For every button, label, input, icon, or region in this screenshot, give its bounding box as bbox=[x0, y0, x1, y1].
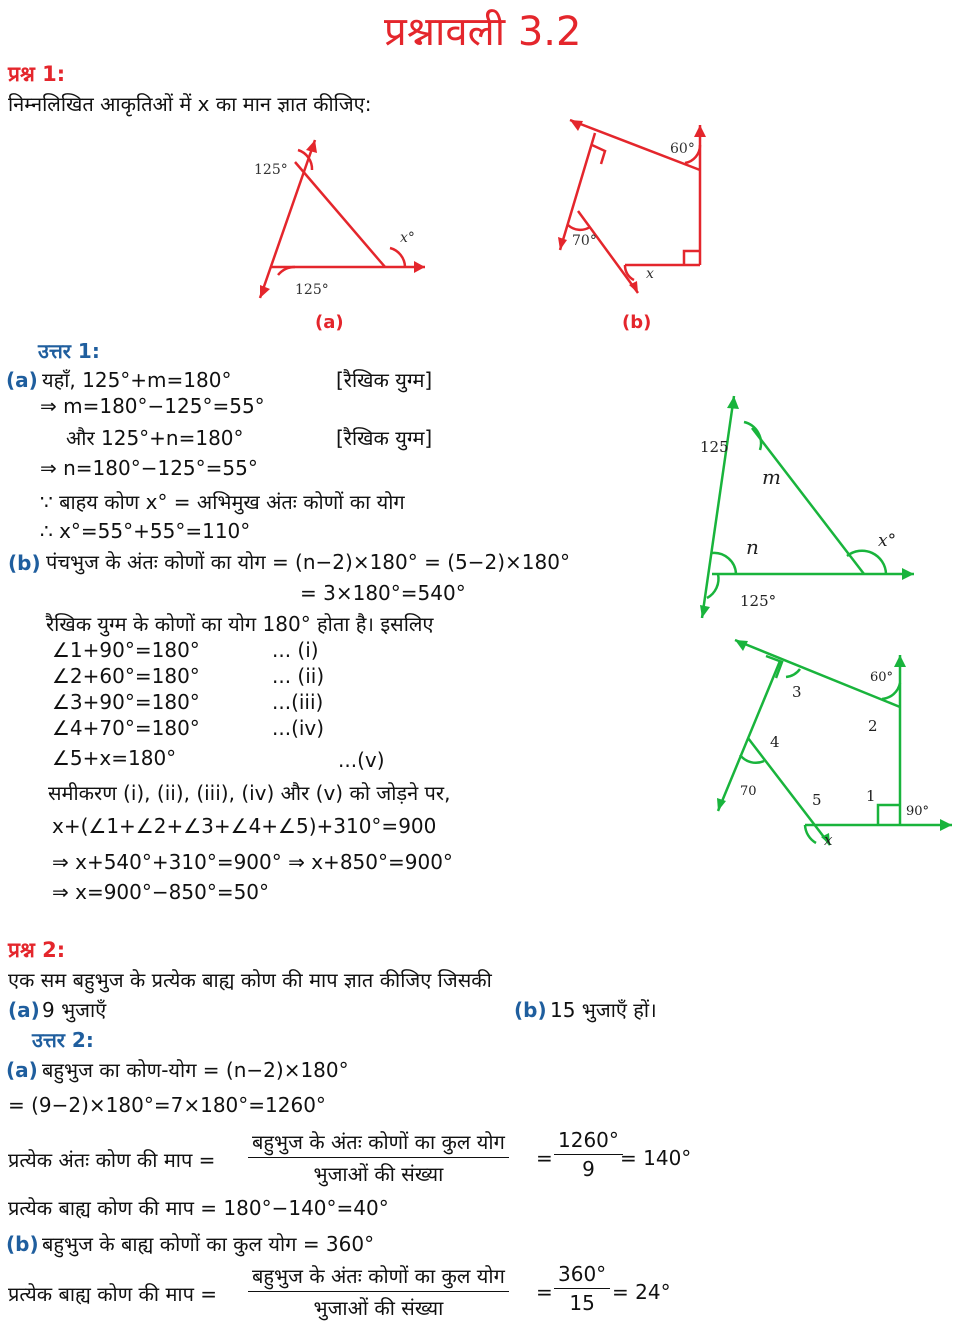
question-2-option-a: 9 भुजाएँ bbox=[42, 998, 107, 1022]
figure-b-arrow-right bbox=[694, 125, 706, 137]
green-pentagon-figure bbox=[710, 635, 960, 855]
answer-1-line-3: और 125°+n=180° bbox=[66, 426, 244, 450]
figure-a-arrow-right bbox=[414, 261, 425, 273]
question-2-option-a-label: (a) bbox=[8, 998, 40, 1022]
green-triangle-arc-n bbox=[712, 553, 736, 574]
green-pentagon-label-3: 3 bbox=[792, 683, 802, 701]
green-pentagon-label-x: x bbox=[824, 831, 833, 849]
equation-5-tag: ...(v) bbox=[338, 748, 385, 772]
equation-4: ∠4+70°=180° bbox=[52, 716, 200, 740]
answer-2-part-a-label: (a) bbox=[6, 1058, 38, 1082]
green-pentagon-arc-3 bbox=[786, 669, 800, 677]
answer-1-line-5: ∵ बाहय कोण x° = अभिमुख अंतः कोणों का योग bbox=[40, 490, 405, 514]
answer-2-b-line-1: बहुभुज के बाह्य कोणों का कुल योग = 360° bbox=[42, 1232, 375, 1256]
figure-b-caption: (b) bbox=[622, 312, 652, 333]
green-triangle-arc-x bbox=[847, 551, 886, 574]
green-triangle-side-right bbox=[752, 428, 864, 574]
answer-1-part-a-label: (a) bbox=[6, 368, 38, 392]
figure-a-side-right bbox=[295, 162, 385, 267]
answer-2-a-line-1: बहुभुज का कोण-योग = (n−2)×180° bbox=[42, 1058, 349, 1082]
green-triangle-arc-top bbox=[744, 422, 761, 450]
answer-2-a-result: = 140° bbox=[620, 1146, 692, 1170]
equation-1-tag: ... (i) bbox=[272, 638, 319, 662]
green-pentagon-arc-x bbox=[805, 825, 816, 843]
answer-2-a-equals: = bbox=[536, 1146, 553, 1170]
green-triangle-arrow-top bbox=[727, 396, 739, 409]
answer-2-b-line-2-lhs: प्रत्येक बाह्य कोण की माप = bbox=[8, 1282, 218, 1306]
equation-5: ∠5+x=180° bbox=[52, 746, 177, 770]
answer-1-line-1-note: [रैखिक युग्म] bbox=[336, 368, 433, 392]
figure-b-label-x: x bbox=[646, 266, 654, 282]
question-1-heading: प्रश्न 1: bbox=[8, 62, 66, 86]
question-2-text: एक सम बहुभुज के प्रत्येक बाह्य कोण की माप ज्ञात कीजिए जिसकी bbox=[8, 968, 492, 992]
equation-1: ∠1+90°=180° bbox=[52, 638, 200, 662]
green-triangle-label-n: n bbox=[746, 535, 759, 559]
green-triangle-arrow-right bbox=[902, 568, 914, 580]
figure-b-right-angle-top bbox=[592, 145, 605, 164]
answer-2-a-fraction-1 bbox=[248, 1128, 509, 1187]
figure-a-label-125-top: 125° bbox=[254, 162, 288, 178]
answer-2-a-line-3-lhs: प्रत्येक अंतः कोण की माप = bbox=[8, 1148, 216, 1172]
answer-1-b-line-1: पंचभुज के अंतः कोणों का योग = (n−2)×180° = (5−2)×180° bbox=[46, 550, 570, 574]
page-title: प्रश्नावली 3.2 bbox=[384, 9, 582, 55]
answer-2-b-equals: = bbox=[536, 1280, 553, 1304]
answer-2-b-fraction-1-numerator: बहुभुज के अंतः कोणों का कुल योग bbox=[252, 1264, 505, 1288]
question-2-heading: प्रश्न 2: bbox=[8, 938, 66, 962]
answer-1-b-line-2: = 3×180°=540° bbox=[300, 581, 466, 605]
answer-1-line-6: ∴ x°=55°+55°=110° bbox=[40, 519, 251, 543]
equation-2: ∠2+60°=180° bbox=[52, 664, 200, 688]
answer-1-b-line-4: समीकरण (i), (ii), (iii), (iv) और (v) को जोड़ने पर, bbox=[48, 781, 451, 805]
answer-2-b-fraction-1 bbox=[248, 1262, 509, 1321]
green-pentagon-arrow-bottom bbox=[940, 819, 952, 831]
green-pentagon-right-angle-bottom bbox=[878, 805, 900, 825]
answer-1-b-line-7: ⇒ x=900°−850°=50° bbox=[52, 880, 270, 904]
answer-1-line-3-note: [रैखिक युग्म] bbox=[336, 426, 433, 450]
green-pentagon-arrow-right bbox=[894, 655, 906, 667]
answer-2-b-result: = 24° bbox=[612, 1280, 671, 1304]
figure-b-label-60: 60° bbox=[670, 141, 695, 157]
figure-b-pentagon bbox=[550, 115, 720, 305]
green-triangle-label-x: x° bbox=[878, 531, 897, 551]
answer-2-a-fraction-1-numerator: बहुभुज के अंतः कोणों का कुल योग bbox=[252, 1130, 505, 1154]
answer-2-b-fraction-1-denominator: भुजाओं की संख्या bbox=[313, 1296, 444, 1320]
answer-1-heading: उत्तर 1: bbox=[38, 339, 100, 363]
green-pentagon-label-5: 5 bbox=[812, 791, 822, 809]
answer-2-b-fraction-2-numerator: 360° bbox=[558, 1262, 607, 1286]
figure-a-label-125-bottom: 125° bbox=[295, 282, 329, 298]
green-pentagon-label-2: 2 bbox=[868, 717, 878, 735]
answer-1-b-line-6: ⇒ x+540°+310°=900° ⇒ x+850°=900° bbox=[52, 850, 453, 874]
figure-b-arc-70 bbox=[568, 225, 590, 230]
figure-a-caption: (a) bbox=[315, 312, 344, 333]
figure-b-right-angle-bottom bbox=[684, 251, 700, 265]
question-2-option-b-label: (b) bbox=[514, 998, 547, 1022]
equation-4-tag: ...(iv) bbox=[272, 716, 325, 740]
green-pentagon-label-60: 60° bbox=[870, 670, 894, 685]
question-2-option-b: 15 भुजाएँ हों। bbox=[550, 998, 657, 1022]
figure-a-arc-x bbox=[390, 248, 405, 267]
answer-2-heading: उत्तर 2: bbox=[32, 1028, 94, 1052]
answer-1-b-line-3: रैखिक युग्म के कोणों का योग 180° होता है। इसलिए bbox=[46, 612, 434, 636]
answer-2-a-fraction-2 bbox=[554, 1128, 623, 1181]
answer-1-line-2: ⇒ m=180°−125°=55° bbox=[40, 394, 265, 418]
answer-2-b-fraction-2 bbox=[554, 1262, 610, 1315]
green-pentagon-label-70: 70 bbox=[740, 784, 757, 799]
answer-2-a-fraction-2-numerator: 1260° bbox=[558, 1128, 619, 1152]
green-pentagon-arc-60 bbox=[882, 683, 900, 699]
figure-b-label-70: 70° bbox=[572, 233, 597, 249]
answer-2-a-line-4: प्रत्येक बाह्य कोण की माप = 180°−140°=40° bbox=[8, 1196, 389, 1220]
green-pentagon-label-4: 4 bbox=[770, 733, 780, 751]
equation-3: ∠3+90°=180° bbox=[52, 690, 200, 714]
equation-2-tag: ... (ii) bbox=[272, 664, 325, 688]
answer-1-line-4: ⇒ n=180°−125°=55° bbox=[40, 456, 258, 480]
figure-b-side-lower bbox=[578, 211, 638, 293]
green-pentagon-label-1: 1 bbox=[866, 787, 876, 805]
answer-2-a-line-2: = (9−2)×180°=7×180°=1260° bbox=[8, 1093, 326, 1117]
equation-3-tag: ...(iii) bbox=[272, 690, 324, 714]
green-pentagon-label-90: 90° bbox=[906, 804, 930, 819]
figure-a-triangle bbox=[240, 120, 440, 310]
answer-2-a-fraction-2-denominator: 9 bbox=[582, 1157, 595, 1181]
green-triangle-label-m: m bbox=[762, 465, 781, 489]
answer-1-b-line-5: x+(∠1+∠2+∠3+∠4+∠5)+310°=900 bbox=[52, 814, 437, 838]
green-triangle-label-125-top: 125 bbox=[700, 438, 729, 456]
question-1-text: निम्नलिखित आकृतिओं में x का मान ज्ञात कीजिए: bbox=[8, 92, 372, 116]
answer-2-a-fraction-1-denominator: भुजाओं की संख्या bbox=[313, 1162, 444, 1186]
green-triangle-figure bbox=[692, 388, 924, 628]
figure-a-label-x: x° bbox=[400, 230, 415, 246]
answer-2-part-b-label: (b) bbox=[6, 1232, 39, 1256]
answer-1-line-1: यहाँ, 125°+m=180° bbox=[42, 368, 232, 392]
green-pentagon-arrow-left bbox=[717, 798, 726, 811]
green-triangle-label-125-bottom: 125° bbox=[740, 592, 777, 610]
answer-2-b-fraction-2-denominator: 15 bbox=[569, 1291, 595, 1315]
answer-1-part-b-label: (b) bbox=[8, 551, 41, 575]
